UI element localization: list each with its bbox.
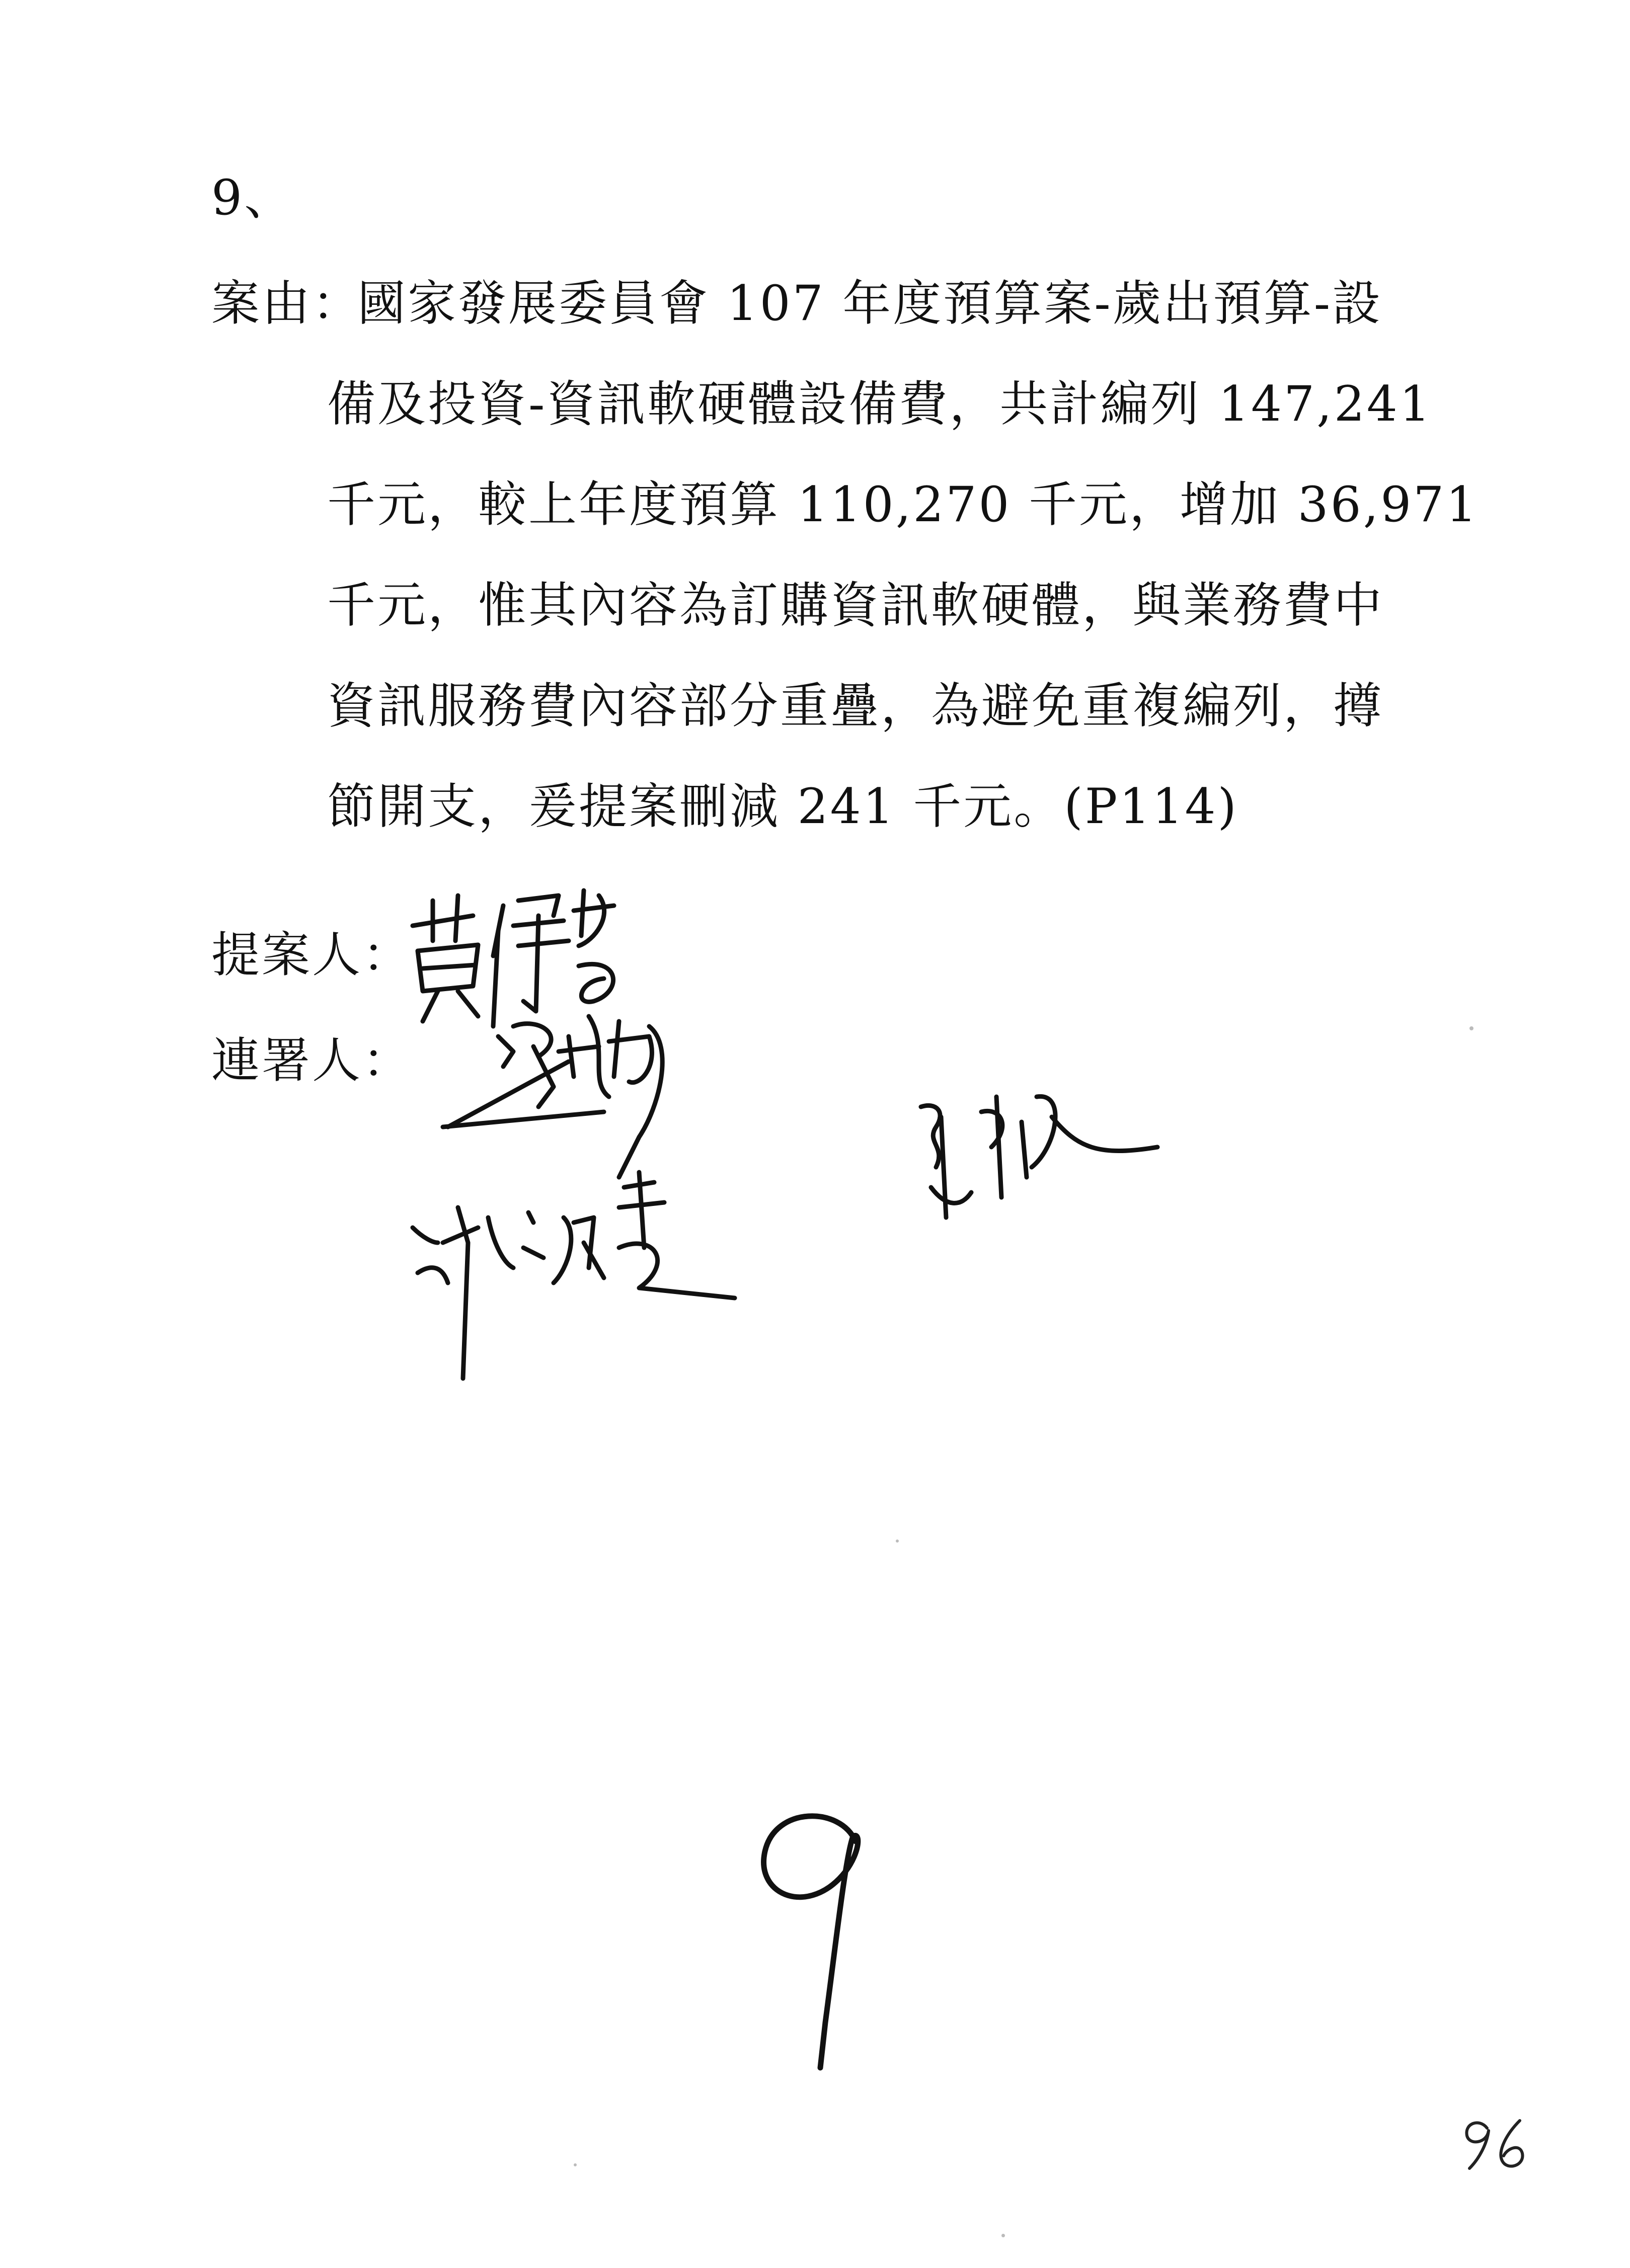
scan-speck xyxy=(574,2163,577,2166)
cosigner-signature-2 xyxy=(403,1167,745,1389)
item-number: 9、 xyxy=(211,170,295,226)
scan-speck xyxy=(1001,2234,1005,2237)
handwritten-page-number xyxy=(1459,2113,1540,2173)
case-line-3: 千元，較上年度預算 110,270 千元，增加 36,971 xyxy=(327,476,1479,533)
scan-speck xyxy=(896,1540,899,1543)
case-line-1: 國家發展委員會 107 年度預算案-歲出預算-設 xyxy=(357,275,1383,332)
proposer-label: 提案人： xyxy=(211,927,413,983)
case-line-5: 資訊服務費內容部分重疊，為避免重複編列，撙 xyxy=(327,678,1384,734)
case-label: 案由： xyxy=(211,275,362,332)
cosigner-signature-3 xyxy=(906,1087,1168,1238)
case-line-4: 千元，惟其內容為訂購資訊軟硬體，與業務費中 xyxy=(327,577,1384,633)
scan-speck xyxy=(1469,1026,1473,1030)
cosigner-label: 連署人： xyxy=(211,1032,413,1089)
handwritten-number xyxy=(745,1796,886,2078)
case-line-2: 備及投資-資訊軟硬體設備費，共計編列 147,241 xyxy=(327,376,1432,432)
case-line-6: 節開支，爰提案刪減 241 千元。(P114) xyxy=(327,778,1238,835)
